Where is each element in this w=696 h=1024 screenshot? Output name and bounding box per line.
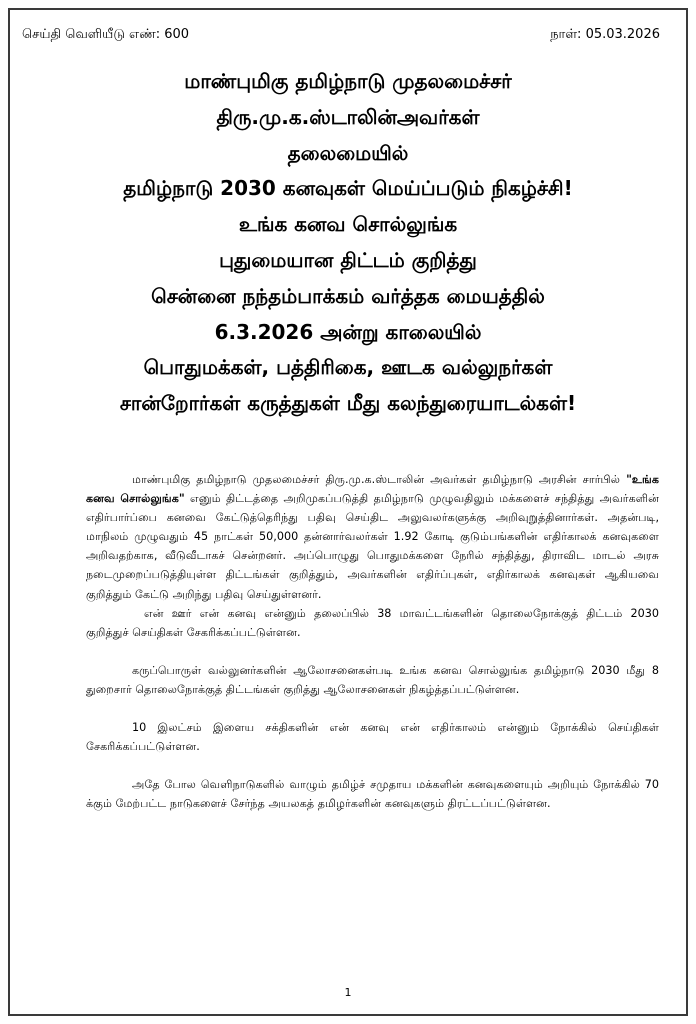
body-text (86, 470, 659, 813)
headline-line: 6.3.2026 அன்று காலையில் (214, 319, 482, 344)
header (22, 27, 660, 43)
headline-line: சென்னை நந்தம்பாக்கம் வர்த்தக மையத்தில் (151, 283, 545, 308)
paragraph-4: 10 இலட்சம் இளைய சக்திகளின் என் கனவு என் எதிர்காலம் என்னும் நோக்கில் செய்திகள் சேகரிக்கப்பட்டுள்ளன. (86, 721, 659, 754)
headline-line: பொதுமக்கள், பத்திரிகை, ஊடக வல்லுநர்கள் (143, 355, 553, 380)
scheme-name: "உங்க கனவ சொல்லுங்க" (86, 473, 659, 506)
paragraph-1 (86, 470, 659, 604)
headline-line: தலைமையில் (287, 140, 409, 165)
page-number: 1 (344, 986, 352, 999)
headline-line: தமிழ்நாடு 2030 கனவுகள் மெய்ப்படும் நிகழ்ச்சி! (123, 176, 573, 201)
headline (20, 64, 676, 422)
paragraph-1-rest: எனும் திட்டத்தை அறிமுகப்படுத்தி தமிழ்நாடு முழுவதிலும் மக்களைச் சந்தித்து அவர்களின் எதிர்பார்ப்பை கனவை கேட்டுத்தெரிந்து பதிவு செய்திட அலுவலர்களுக்கு அறிவுறுத்தினார்கள். அதன்படி, மாநிலம் முழுவதும் 45 நாட்கள் 50,000 தன்னார்வலர்கள் 1.92 கோடி குடும்பங்களின் எதிர்காலக் கனவுகளை அறிவதற்காக, வீடுவீடாகச் சென்றனர். அப்பொழுது பொதுமக்களை நேரில் சந்தித்து, திராவிட மாடல் அரசு நடைமுறைப்படுத்தியுள்ள திட்டங்கள் குறித்தும், அவர்களின் எதிர்ப்புகள், எதிர்காலக் கனவுகள் ஆகியவை குறித்தும் கேட்டு அறிந்து பதிவு செய்துள்ளனர். (86, 492, 660, 601)
headline-line: உங்க கனவ சொல்லுங்க (238, 212, 458, 237)
paragraph-1-start: மாண்புமிகு தமிழ்நாடு முதலமைச்சர் திரு.மு.க.ஸ்டாலின் அவர்கள் தமிழ்நாடு அரசின் சார்பில் (132, 473, 627, 486)
headline-line: மாண்புமிகு தமிழ்நாடு முதலமைச்சர் (184, 69, 512, 93)
paragraph-3: கருப்பொருள் வல்லுனர்களின் ஆலோசனைகள்படி உங்க கனவ சொல்லுங்க தமிழ்நாடு 2030 மீது 8 துறைசார் தொலைநோக்குத் திட்டங்கள் குறித்து ஆலோசனைகள் நிகழ்த்தப்பட்டுள்ளன. (86, 663, 659, 696)
headline-line: சான்றோர்கள் கருத்துகள் மீது கலந்துரையாடல்கள்! (119, 391, 577, 416)
headline-line: திரு.மு.க.ஸ்டாலின்அவர்கள் (216, 104, 480, 129)
release-number: செய்தி வெளியீடு எண்: 600 (22, 27, 190, 42)
headline-line: புதுமையான திட்டம் குறித்து (219, 247, 477, 272)
paragraph-5: அதே போல வெளிநாடுகளில் வாழும் தமிழ்ச் சமுதாய மக்களின் கனவுகளையும் அறியும் நோக்கில் 70 க்கும் மேற்பட்ட நாடுகளைச் சேர்ந்த அயலகத் தமிழர்களின் கனவுகளும் திரட்டப்பட்டுள்ளன. (86, 778, 659, 811)
paragraph-2: என் ஊர் என் கனவு என்னும் தலைப்பில் 38 மாவட்டங்களின் தொலைநோக்குத் திட்டம் 2030 குறித்துச் செய்திகள் சேகரிக்கப்பட்டுள்ளன. (86, 606, 659, 639)
release-date: நாள்: 05.03.2026 (550, 27, 660, 42)
